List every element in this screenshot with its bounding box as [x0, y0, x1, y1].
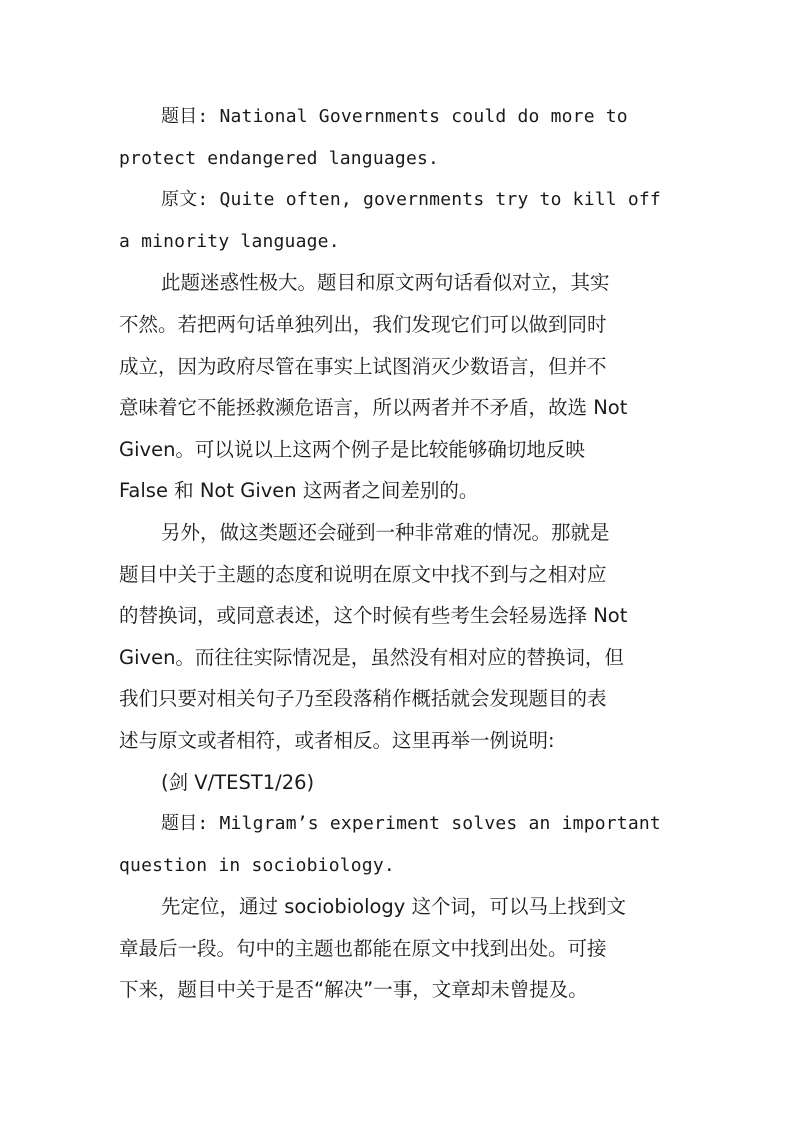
reference-text: (剑 V/TEST1/26) [161, 770, 315, 794]
question-1-title-line-1: 题目: National Governments could do more to [161, 106, 628, 127]
analysis-1-line: 成立，因为政府尽管在事实上试图消灭少数语言，但并不 [119, 354, 607, 378]
analysis-1-line: 不然。若把两句话单独列出，我们发现它们可以做到同时 [119, 312, 607, 336]
question-2-title-line-1: 题目: Milgram’s experiment solves an important [161, 813, 661, 835]
analysis-2-line: 题目中关于主题的态度和说明在原文中找不到与之相对应 [119, 562, 607, 586]
analysis-3-line: 下来，题目中关于是否“解决”一事，文章却未曾提及。 [119, 978, 588, 1002]
analysis-1-line: 此题迷惑性极大。题目和原文两句话看似对立，其实 [161, 271, 610, 295]
analysis-paragraph-2 [119, 512, 679, 762]
analysis-3-line: 先定位，通过 sociobiology 这个词，可以马上找到文 [161, 895, 627, 919]
question-2-title [119, 803, 679, 886]
analysis-2-line: 另外，做这类题还会碰到一种非常难的情况。那就是 [161, 520, 610, 544]
analysis-1-line: 意味着它不能拯救濒危语言，所以两者并不矛盾，故选 Not [119, 396, 628, 420]
analysis-2-line: 我们只要对相关句子乃至段落稍作概括就会发现题目的表 [119, 687, 607, 711]
question-1-source-line-2: a minority language. [119, 230, 340, 252]
analysis-1-line: Given。可以说以上这两个例子是比较能够确切地反映 [119, 437, 585, 461]
question-1-source [119, 179, 679, 262]
question-2-title-line-2: question in sociobiology. [119, 854, 395, 876]
analysis-2-line: 述与原文或者相符，或者相反。这里再举一例说明: [119, 728, 555, 752]
analysis-paragraph-1 [119, 262, 679, 512]
question-1-title-line-2: protect endangered languages. [119, 147, 440, 169]
analysis-paragraph-3 [119, 886, 679, 1011]
document-page [119, 96, 679, 1011]
question-1-title [119, 96, 679, 179]
analysis-1-line: False 和 Not Given 这两者之间差别的。 [119, 479, 479, 503]
analysis-2-line: Given。而往往实际情况是，虽然没有相对应的替换词，但 [119, 645, 624, 669]
analysis-2-line: 的替换词，或同意表述，这个时候有些考生会轻易选择 Not [119, 604, 628, 628]
question-1-source-line-1: 原文: Quite often, governments try to kill off [161, 189, 661, 211]
reference-citation [119, 762, 679, 804]
analysis-3-line: 章最后一段。句中的主题也都能在原文中找到出处。可接 [119, 936, 607, 960]
